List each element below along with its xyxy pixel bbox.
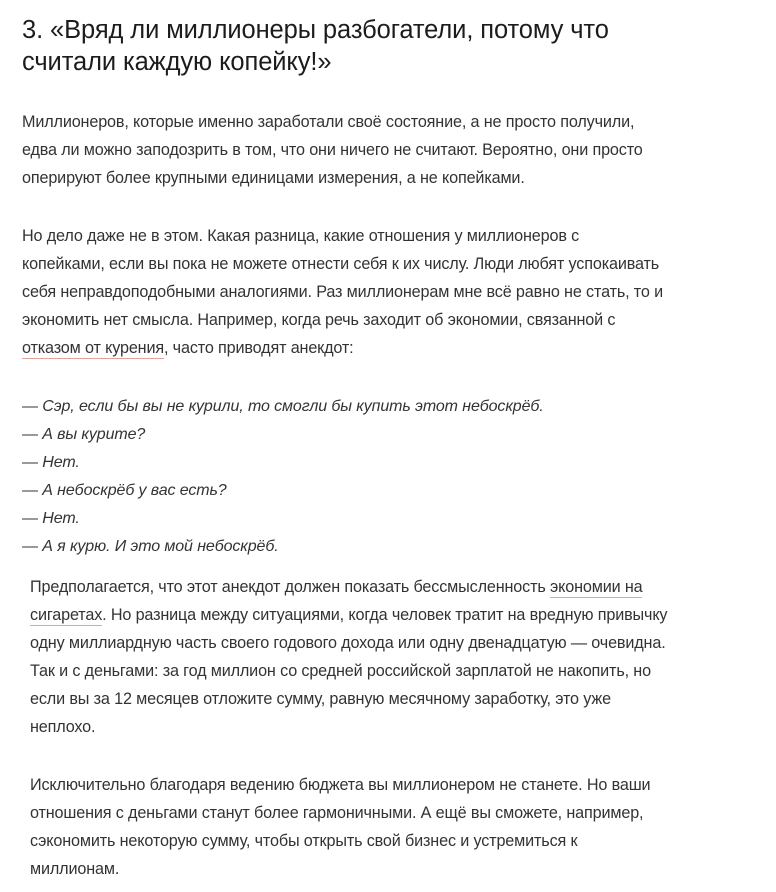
paragraph-text: Предполагается, что этот анекдот должен показать бессмысленность	[30, 578, 550, 596]
paragraph-line: едва ли можно заподозрить в том, что они ничего не считают. Вероятно, они просто	[22, 141, 643, 159]
link-quit-smoking[interactable]: отказом от курения	[22, 339, 164, 357]
heading-line: считали каждую копейку!»	[22, 48, 332, 76]
paragraph-line: копейками, если вы пока не можете отнести себя к их числу. Люди любят успокаивать	[22, 255, 660, 273]
paragraph-line: Миллионеров, которые именно заработали своё состояние, а не просто получили,	[22, 113, 635, 131]
paragraph-line: Но дело даже не в этом. Какая разница, какие отношения у миллионеров с	[22, 227, 580, 245]
paragraph-line: одну миллиардную часть своего годового дохода или одну двенадцатую — очевидна.	[30, 634, 666, 652]
paragraph-analogies	[22, 222, 774, 362]
paragraph-line: оперируют более крупными единицами измерения, а не копейками.	[22, 169, 525, 187]
dialogue-line: — Нет.	[22, 510, 80, 527]
paragraph-line: если вы за 12 месяцев отложите сумму, равную месячному заработку, это уже	[30, 690, 611, 708]
paragraph-line: экономить нет смысла. Например, когда речь заходит об экономии, связанной с	[22, 311, 616, 329]
paragraph-line: отношения с деньгами станут более гармоничными. А ещё вы сможете, например,	[30, 804, 644, 822]
paragraph-budget-conclusion	[30, 771, 760, 883]
link-cigarette-savings[interactable]: экономии на	[550, 578, 643, 596]
dialogue-line: — Сэр, если бы вы не курили, то смогли бы купить этот небоскрёб.	[22, 398, 544, 415]
dialogue-line: — А я курю. И это мой небоскрёб.	[22, 538, 279, 555]
paragraph-line: Так и с деньгами: за год миллион со средней российской зарплатой не накопить, но	[30, 662, 651, 680]
paragraph-text: , часто приводят анекдот:	[163, 339, 354, 357]
paragraph-line	[30, 601, 776, 629]
anecdote-dialogue	[22, 393, 622, 561]
paragraph-text: . Но разница между ситуациями, когда человек тратит на вредную привычку	[102, 606, 668, 624]
paragraph-line	[22, 334, 774, 362]
paragraph-line: Исключительно благодаря ведению бюджета вы миллионером не станете. Но ваши	[30, 776, 651, 794]
dialogue-line: — А небоскрёб у вас есть?	[22, 482, 227, 499]
paragraph-anecdote-meaning	[30, 573, 776, 741]
section-heading	[22, 14, 762, 78]
heading-line: 3. «Вряд ли миллионеры разбогатели, потому что	[22, 16, 609, 44]
paragraph-millionaires-count	[22, 108, 767, 192]
dialogue-line: — А вы курите?	[22, 426, 146, 443]
paragraph-line: миллионам.	[30, 860, 120, 878]
paragraph-line	[30, 573, 776, 601]
link-cigarette-savings[interactable]: сигаретах	[30, 606, 103, 624]
paragraph-line: себя неправдоподобными аналогиями. Раз миллионерам мне всё равно не стать, то и	[22, 283, 663, 301]
paragraph-line: неплохо.	[30, 718, 96, 736]
paragraph-line: сэкономить некоторую сумму, чтобы открыть свой бизнес и устремиться к	[30, 832, 578, 850]
dialogue-line: — Нет.	[22, 454, 80, 471]
